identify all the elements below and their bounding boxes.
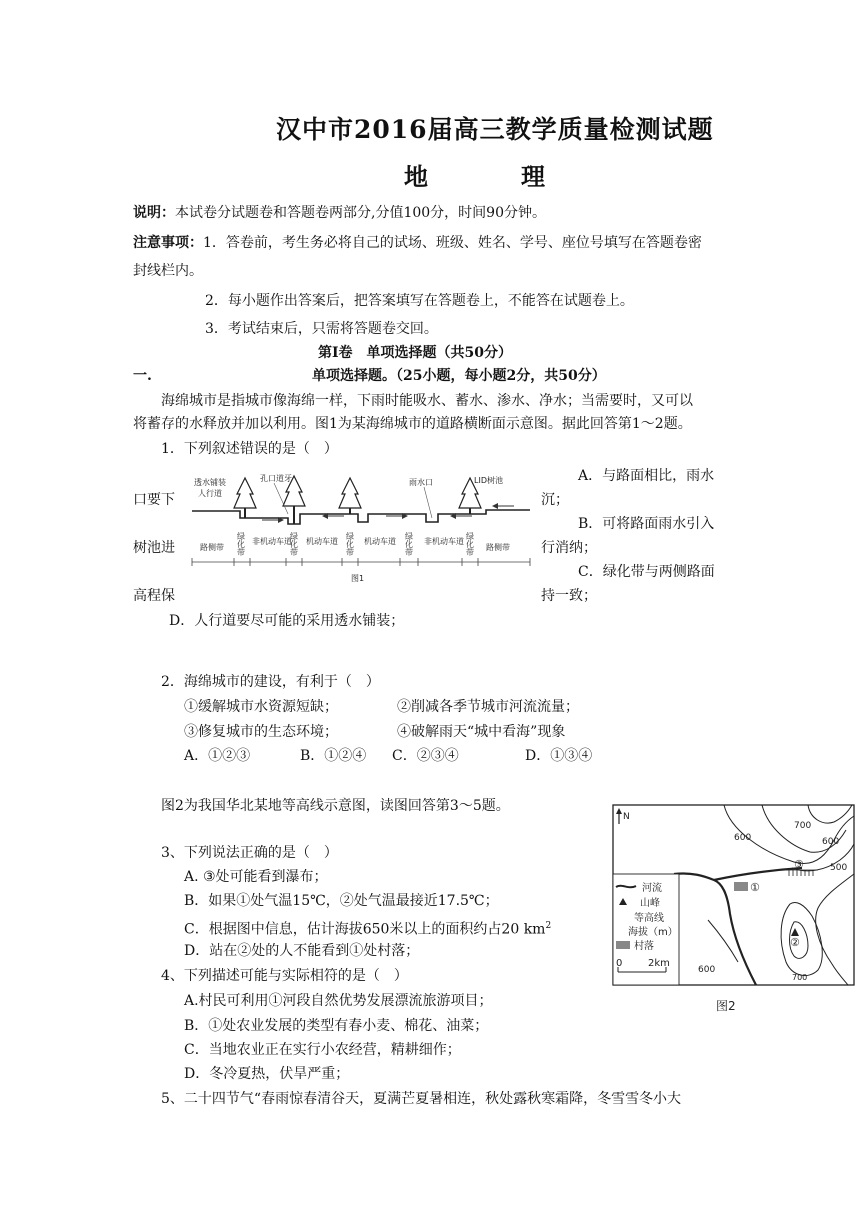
legend-village-icon — [616, 941, 630, 949]
q2-stem: 2．海绵城市的建设，有利于（ ） — [161, 674, 380, 690]
q1-option-c-part3: 持一致； — [541, 588, 597, 604]
q2-option-c: C．②③④ — [392, 748, 459, 764]
q3-stem: 3、下列说法正确的是（ ） — [161, 845, 338, 861]
mark-3: ③ — [794, 858, 804, 871]
legend-village-label: 村落 — [634, 941, 654, 952]
scale-label-0: 0 — [616, 958, 623, 969]
q3-option-c-superscript: 2 — [545, 921, 552, 931]
passage1-line2: 将蓄存的水释放并加以利用。图1为某海绵城市的道路横断面示意图。据此回答第1～2题。 — [133, 416, 692, 432]
segment-nonmotor-left: 非机动车道 — [252, 537, 292, 546]
tree-icon — [283, 476, 305, 524]
q1-option-a-part3: 沉； — [541, 492, 569, 508]
figure2-caption: 图2 — [716, 999, 736, 1013]
attention-item3: 3．考试结束后，只需将答题卷交回。 — [205, 321, 438, 337]
q2-option-b: B．①②④ — [300, 748, 367, 764]
q2-statement-3: ③修复城市的生态环境； — [184, 724, 338, 740]
segment-green-3: 绿化带 — [345, 532, 355, 556]
segment-side-left: 路侧带 — [200, 543, 224, 552]
contour-label-500: 500 — [830, 863, 848, 873]
q1-option-d: D．人行道要尽可能的采用透水铺装； — [169, 613, 405, 629]
attention-item1-line1: 1．答卷前，考生务必将自己的试场、班级、姓名、学号、座位号填写在答题卷密 — [203, 235, 702, 251]
figure2-contour-map — [612, 804, 856, 1018]
label-permeable-paving: 透水铺装 — [194, 478, 226, 487]
contour-label-600-top: 600 — [734, 833, 752, 843]
q1-option-c-part2: 高程保 — [133, 588, 175, 604]
volume-heading: 第Ⅰ卷 单项选择题（共50分） — [318, 345, 513, 361]
subject-char-right: 理 — [521, 162, 545, 191]
passage1-line1: 海绵城市是指城市像海绵一样，下雨时能吸水、蓄水、渗水、净水；当需要时，又可以 — [161, 393, 693, 409]
subject-char-left: 地 — [404, 162, 428, 191]
q1-option-b-part2: 树池进 — [133, 540, 175, 556]
segment-green-2: 绿化带 — [289, 532, 299, 556]
description-label: 说明： — [133, 205, 175, 221]
north-label: N — [623, 812, 630, 822]
legend-peak-label: 山峰 — [640, 898, 660, 909]
q4-option-b: B．①处农业发展的类型有春小麦、棉花、油菜； — [184, 1018, 489, 1034]
segment-green-4: 绿化带 — [404, 532, 414, 556]
label-lid-tree-pit: LID树池 — [474, 476, 503, 485]
legend-river-label: 河流 — [642, 883, 662, 894]
q3-option-c — [184, 916, 551, 940]
contour-label-700-bottom: 700 — [792, 973, 808, 982]
attention-item2: 2．每小题作出答案后，把答案填写在答题卷上，不能答在试题卷上。 — [205, 293, 634, 309]
part-title: 单项选择题。（25小题，每小题2分，共50分） — [312, 368, 606, 384]
tree-icon — [339, 478, 361, 514]
contour-label-600-right: 600 — [822, 837, 840, 847]
q3-option-c-text: C．根据图中信息，估计海拔650米以上的面积约占20 km — [184, 921, 546, 938]
figure1-road-cross-section — [188, 464, 534, 590]
q4-option-a: A.村民可利用①河段自然优势发展漂流旅游项目； — [184, 993, 493, 1009]
figure1-caption: 图1 — [351, 574, 365, 583]
label-rain-inlet: 雨水口 — [409, 478, 433, 487]
q2-statement-1: ①缓解城市水资源短缺； — [184, 699, 338, 715]
q4-option-c: C．当地农业正在实行小农经营，精耕细作； — [184, 1042, 461, 1058]
segment-side-right: 路侧带 — [486, 543, 510, 552]
mark-1: ① — [750, 881, 760, 894]
contour-label-600-bottom: 600 — [698, 965, 716, 975]
q2-statement-2: ②削减各季节城市河流流量； — [397, 699, 579, 715]
q3-option-b: B．如果①处气温15℃，②处气温最接近17.5℃； — [184, 893, 499, 909]
tree-icon — [234, 478, 256, 518]
attention-label: 注意事项： — [133, 235, 203, 251]
q2-statement-4: ④破解雨天“城中看海”现象 — [397, 724, 566, 740]
q1-option-a-part2: 口要下 — [133, 492, 175, 508]
legend-altitude-label: 海拔（m） — [628, 927, 678, 938]
mark-2: ② — [790, 936, 800, 949]
exam-title: 汉中市2016届高三教学质量检测试题 — [276, 115, 714, 144]
q4-option-d: D．冬冷夏热，伏旱严重； — [184, 1066, 350, 1082]
attention-line1 — [133, 233, 702, 253]
q5-stem: 5、二十四节气“春雨惊春清谷天，夏满芒夏暑相连，秋处露秋寒霜降，冬雪雪冬小大 — [161, 1091, 682, 1107]
passage2: 图2为我国华北某地等高线示意图，读图回答第3～5题。 — [161, 798, 510, 814]
q3-option-a: A. ③处可能看到瀑布； — [184, 869, 328, 885]
q3-option-d: D．站在②处的人不能看到①处村落； — [184, 943, 420, 959]
q1-stem: 1．下列叙述错误的是（ ） — [161, 441, 338, 457]
attention-item1-line2: 封线栏内。 — [133, 263, 203, 279]
label-curb-opening: 孔口道牙 — [260, 474, 292, 483]
scale-label-2km: 2km — [648, 958, 670, 969]
segment-motor-2: 机动车道 — [364, 537, 396, 546]
segment-nonmotor-right: 非机动车道 — [424, 537, 464, 546]
q1-option-b-part3: 行消纳； — [541, 540, 597, 556]
q4-stem: 4、下列描述可能与实际相符的是（ ） — [161, 968, 408, 984]
legend-contour-label: 等高线 — [634, 913, 664, 924]
q2-option-d: D．①③④ — [525, 748, 593, 764]
q1-option-b-part1: B．可将路面雨水引入 — [578, 516, 715, 532]
segment-motor-1: 机动车道 — [306, 537, 338, 546]
q1-option-a-part1: A．与路面相比，雨水 — [578, 468, 715, 484]
contour-label-700-top: 700 — [794, 821, 812, 831]
segment-green-1: 绿化带 — [236, 532, 246, 556]
village-icon — [734, 882, 748, 891]
description-text: 本试卷分试题卷和答题卷两部分,分值100分，时间90分钟。 — [175, 205, 546, 221]
q1-option-c-part1: C．绿化带与两侧路面 — [578, 564, 715, 580]
description — [133, 203, 546, 223]
q2-option-a: A．①②③ — [184, 748, 251, 764]
part-number: 一. — [133, 368, 152, 384]
segment-green-5: 绿化带 — [465, 532, 475, 556]
label-sidewalk: 人行道 — [198, 489, 222, 498]
